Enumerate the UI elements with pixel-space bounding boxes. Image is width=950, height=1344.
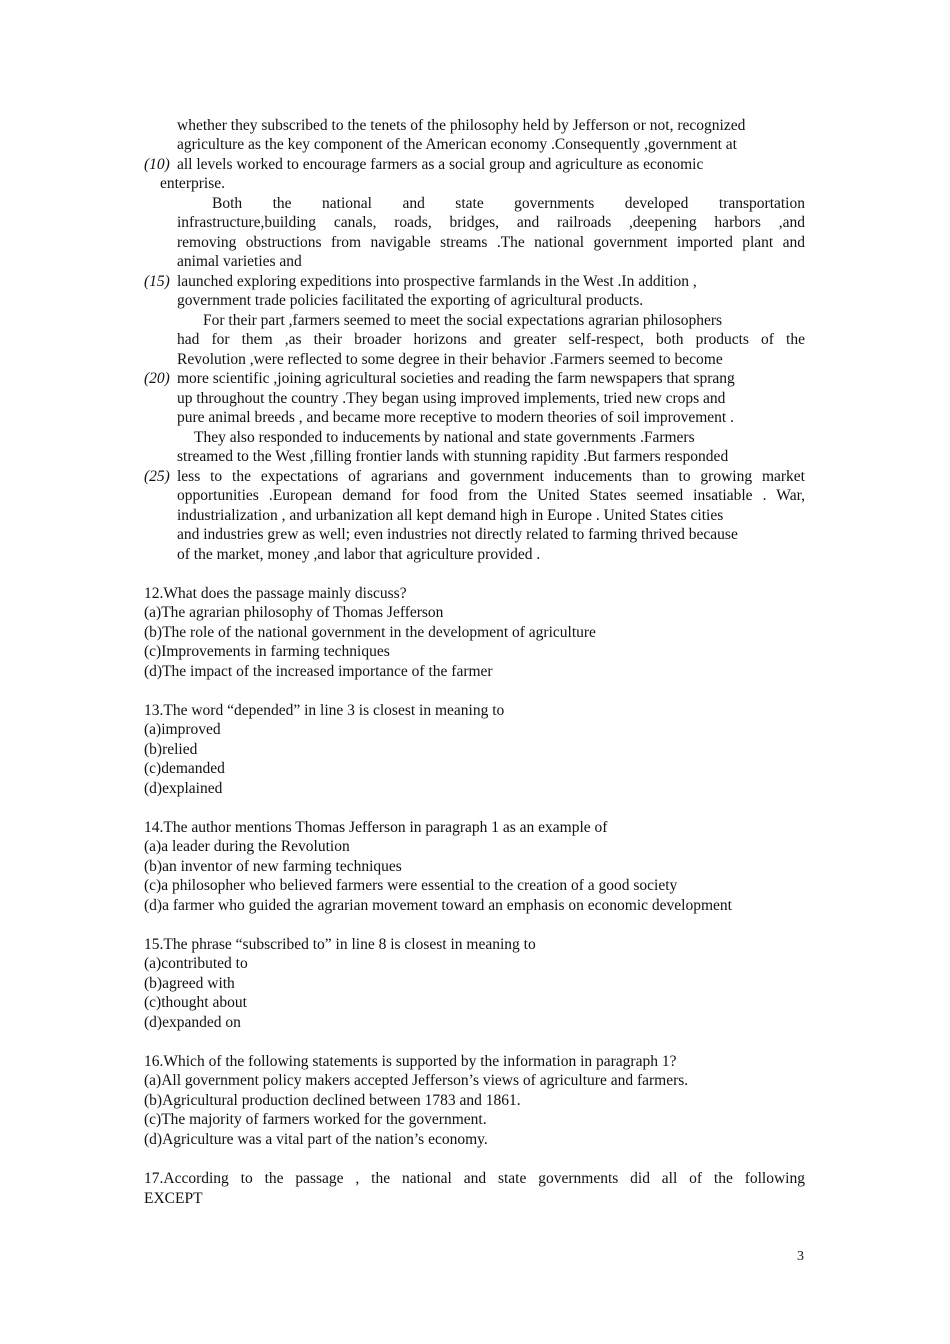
passage-line: enterprise. [160, 175, 225, 192]
line-number-25: (25) [144, 468, 170, 485]
passage-line: industrialization , and urbanization all kept demand high in Europe . United States cities [177, 507, 724, 524]
passage-line: less to the expectations of agrarians and government inducements than to growing market [177, 468, 805, 485]
question-stem: 12.What does the passage mainly discuss? [144, 585, 407, 602]
answer-option[interactable]: (a)a leader during the Revolution [144, 838, 350, 855]
answer-option[interactable]: (b)Agricultural production declined between 1783 and 1861. [144, 1092, 521, 1109]
passage-line: more scientific ,joining agricultural societies and reading the farm newspapers that sprang [177, 370, 735, 387]
answer-option[interactable]: (a)The agrarian philosophy of Thomas Jefferson [144, 604, 444, 621]
line-number-10: (10) [144, 156, 170, 173]
passage-line: removing obstructions from navigable streams .The national government imported plant and [177, 234, 805, 251]
page-number: 3 [797, 1249, 804, 1264]
line-number-20: (20) [144, 370, 170, 387]
passage-line: animal varieties and [177, 253, 302, 270]
passage-line: had for them ,as their broader horizons and greater self-respect, both products of the [177, 331, 805, 348]
passage-line: Both the national and state governments developed transportation [212, 195, 805, 212]
passage-line: infrastructure,building canals, roads, bridges, and railroads ,deepening harbors ,and [177, 214, 805, 231]
question-stem: 16.Which of the following statements is supported by the information in paragraph 1? [144, 1053, 677, 1070]
question-stem-continued: EXCEPT [144, 1190, 203, 1207]
answer-option[interactable]: (b)The role of the national government in the development of agriculture [144, 624, 596, 641]
answer-option[interactable]: (a)All government policy makers accepted Jefferson’s views of agriculture and farmers. [144, 1072, 689, 1089]
answer-option[interactable]: (b)agreed with [144, 975, 235, 992]
passage-line: launched exploring expeditions into prospective farmlands in the West .In addition , [177, 273, 697, 290]
answer-option[interactable]: (d)Agriculture was a vital part of the nation’s economy. [144, 1131, 488, 1148]
passage-line: Revolution ,were reflected to some degree in their behavior .Farmers seemed to become [177, 351, 723, 368]
question-stem: 14.The author mentions Thomas Jefferson in paragraph 1 as an example of [144, 819, 608, 836]
passage-line: of the market, money ,and labor that agriculture provided . [177, 546, 541, 563]
passage-line: opportunities .European demand for food from the United States seemed insatiable . War, [177, 487, 805, 504]
passage-line: streamed to the West ,filling frontier lands with stunning rapidity .But farmers responded [177, 448, 729, 465]
answer-option[interactable]: (c)The majority of farmers worked for the government. [144, 1111, 487, 1128]
answer-option[interactable]: (a)improved [144, 721, 221, 738]
passage-line: whether they subscribed to the tenets of the philosophy held by Jefferson or not, recognized [177, 117, 746, 134]
passage-line: agriculture as the key component of the American economy .Consequently ,government at [177, 136, 737, 153]
answer-option[interactable]: (b)relied [144, 741, 198, 758]
answer-option[interactable]: (c)Improvements in farming techniques [144, 643, 390, 660]
passage-line: government trade policies facilitated the exporting of agricultural products. [177, 292, 644, 309]
answer-option[interactable]: (d)a farmer who guided the agrarian movement toward an emphasis on economic development [144, 897, 732, 914]
question-stem: 15.The phrase “subscribed to” in line 8 is closest in meaning to [144, 936, 536, 953]
answer-option[interactable]: (d)explained [144, 780, 223, 797]
answer-option[interactable]: (d)expanded on [144, 1014, 241, 1031]
passage-line: pure animal breeds , and became more receptive to modern theories of soil improvement . [177, 409, 734, 426]
passage-line: up throughout the country .They began using improved implements, tried new crops and [177, 390, 726, 407]
line-number-15: (15) [144, 273, 170, 290]
passage-line: all levels worked to encourage farmers as a social group and agriculture as economic [177, 156, 704, 173]
answer-option[interactable]: (a)contributed to [144, 955, 248, 972]
answer-option[interactable]: (d)The impact of the increased importance of the farmer [144, 663, 493, 680]
question-stem: 13.The word “depended” in line 3 is closest in meaning to [144, 702, 505, 719]
passage-line: For their part ,farmers seemed to meet the social expectations agrarian philosophers [203, 312, 723, 329]
answer-option[interactable]: (c)demanded [144, 760, 225, 777]
answer-option[interactable]: (c)thought about [144, 994, 247, 1011]
passage-line: and industries grew as well; even industries not directly related to farming thrived because [177, 526, 738, 543]
answer-option[interactable]: (c)a philosopher who believed farmers were essential to the creation of a good society [144, 877, 678, 894]
passage-line: They also responded to inducements by national and state governments .Farmers [194, 429, 695, 446]
answer-option[interactable]: (b)an inventor of new farming techniques [144, 858, 402, 875]
question-stem: 17.According to the passage , the national and state governments did all of the following [144, 1170, 805, 1187]
